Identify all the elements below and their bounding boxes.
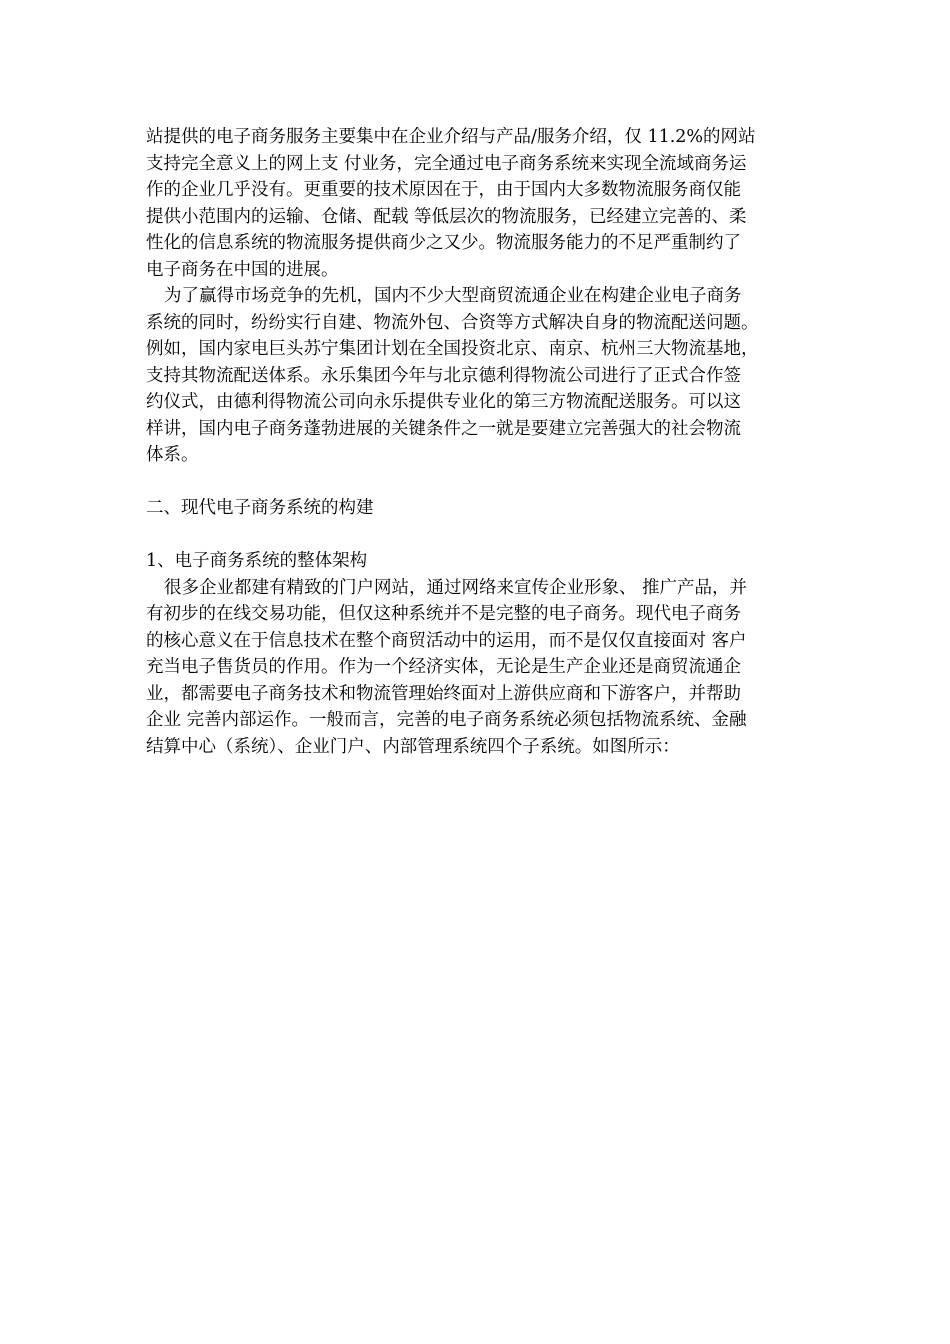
text-line: 业，都需要电子商务技术和物流管理始终面对上游供应商和下游客户，并帮助: [146, 683, 741, 704]
text-line: 体系。: [146, 445, 199, 465]
text-line: 有初步的在线交易功能，但仅这种系统并不是完整的电子商务。现代电子商务: [146, 604, 741, 624]
text-line: 企业 完善内部运作。一般而言，完善的电子商务系统必须包括物流系统、金融: [146, 710, 747, 730]
text-line: 约仪式，由德利得物流公司向永乐提供专业化的第三方物流配送服务。可以这: [146, 392, 741, 412]
text-line: 支持其物流配送体系。永乐集团今年与北京德利得物流公司进行了正式合作签: [146, 365, 741, 386]
text-line: 支持完全意义上的网上支 付业务，完全通过电子商务系统来实现全流域商务运: [146, 153, 747, 174]
subsection-heading: 1、电子商务系统的整体架构: [146, 551, 368, 571]
blank-line: [146, 469, 808, 496]
text-line: 很多企业都建有精致的门户网站，通过网络来宣传企业形象、 推广产品，并: [164, 577, 748, 598]
text-line: 充当电子售货员的作用。作为一个经济实体，无论是生产企业还是商贸流通企: [146, 657, 741, 677]
text-line: 为了赢得市场竞争的先机，国内不少大型商贸流通企业在构建企业电子商务: [164, 286, 742, 306]
paragraph-logistics-status: [146, 124, 808, 283]
text-line: 样讲，国内电子商务蓬勃进展的关键条件之一就是要建立完善强大的社会物流: [146, 418, 741, 439]
text-line: 系统的同时，纷纷实行自建、物流外包、合资等方式解决自身的物流配送问题。: [146, 312, 759, 333]
text-line: 作的企业几乎没有。更重要的技术原因在于，由于国内大多数物流服务商仅能: [146, 180, 741, 200]
text-line: 站提供的电子商务服务主要集中在企业介绍与产品/服务介绍，仅 11.2%的网站: [146, 127, 756, 147]
paragraph-enterprise-examples: [146, 283, 808, 469]
text-line: 例如，国内家电巨头苏宁集团计划在全国投资北京、南京、杭州三大物流基地，: [146, 339, 759, 359]
blank-line: [146, 522, 808, 549]
paragraph-system-architecture: [146, 575, 808, 761]
document-body: [146, 124, 808, 760]
text-line: 提供小范围内的运输、仓储、配载 等低层次的物流服务，已经建立完善的、柔: [146, 206, 747, 227]
text-line: 结算中心（系统）、企业门户、内部管理系统四个子系统。如图所示：: [146, 736, 680, 757]
text-line: 性化的信息系统的物流服务提供商少之又少。物流服务能力的不足严重制约了: [146, 233, 741, 253]
text-line: 的核心意义在于信息技术在整个商贸活动中的运用，而不是仅仅直接面对 客户: [146, 630, 747, 651]
section-heading: 二、现代电子商务系统的构建: [146, 498, 374, 518]
text-line: 电子商务在中国的进展。: [146, 259, 339, 280]
